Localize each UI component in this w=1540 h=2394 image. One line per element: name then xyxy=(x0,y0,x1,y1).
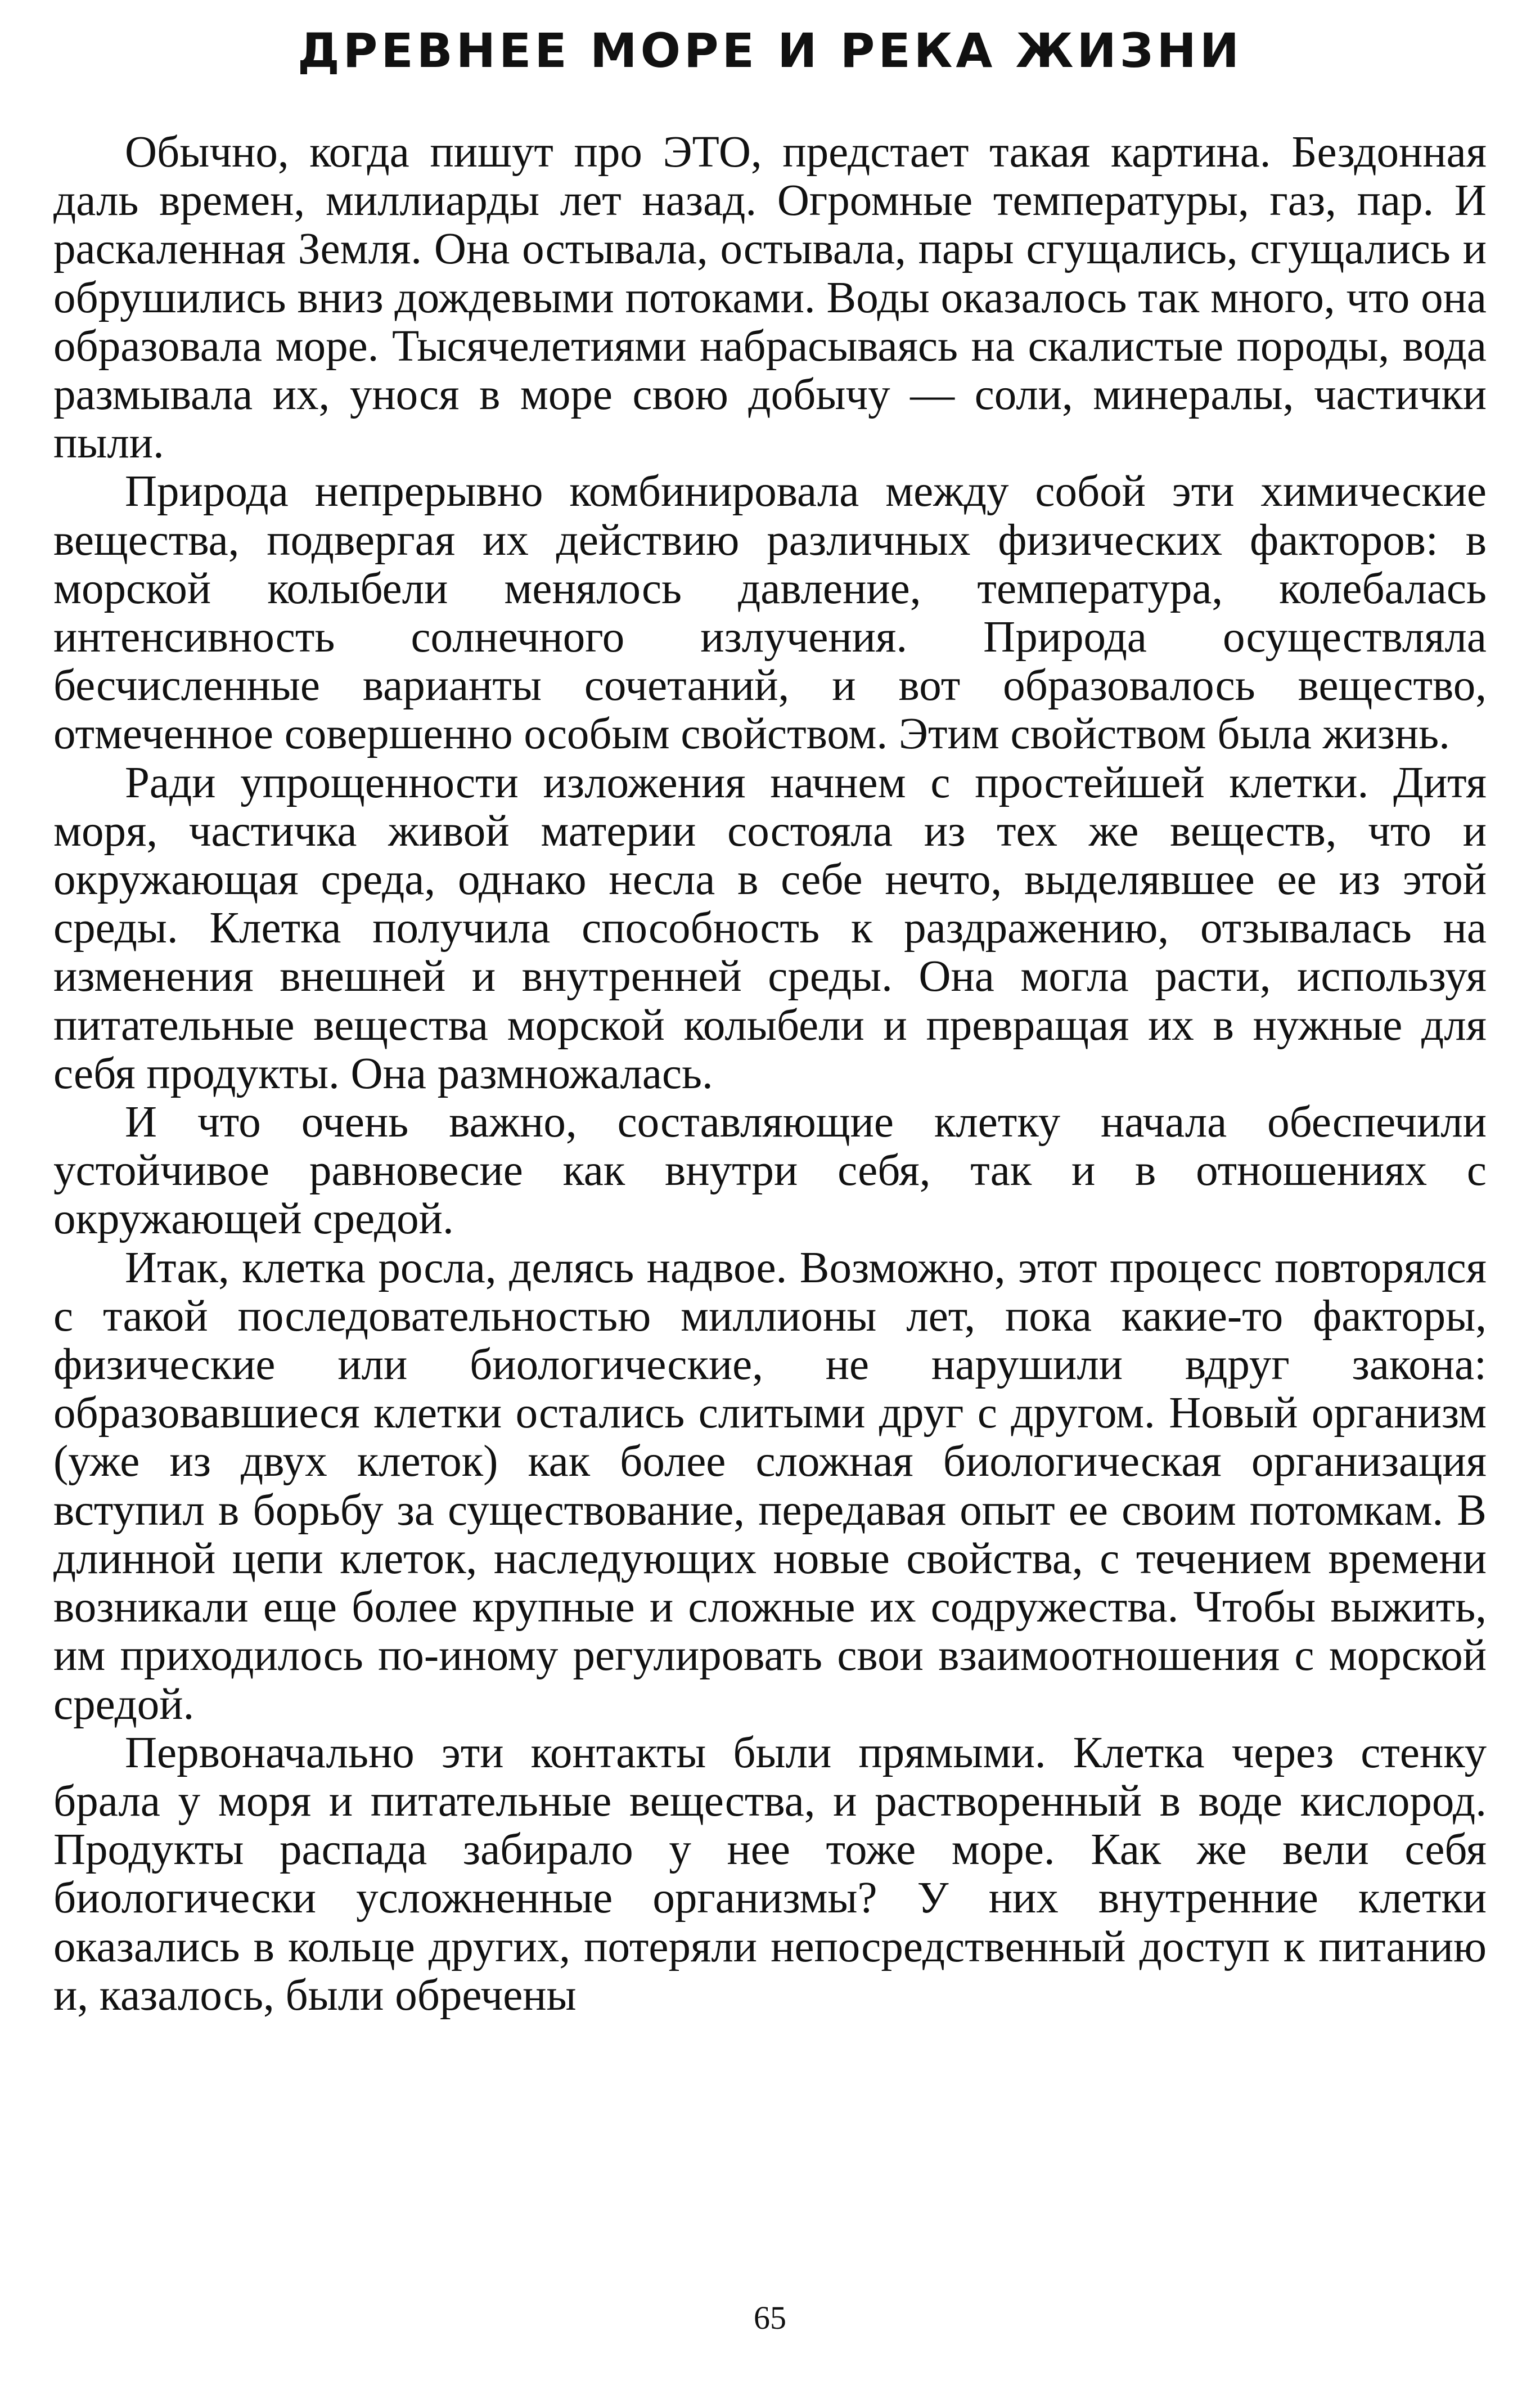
page-number: 65 xyxy=(754,2299,786,2336)
chapter-title: ДРЕВНЕЕ МОРЕ И РЕКА ЖИЗНИ xyxy=(297,23,1243,78)
paragraph-6: Первоначально эти контакты были прямыми. Клетка через стенку брала у моря и питательные вещества, и растворенный в воде кислород. Продукты распада забирало у нее тоже море. Как же вели себя биологически усложненные организмы? У них внутренние клетки оказались в кольце других, потеряли непосредственный доступ к питанию и, казалось, были обречены xyxy=(53,1728,1487,2020)
book-page xyxy=(53,23,1487,2020)
paragraph-5: Итак, клетка росла, делясь надвое. Возможно, этот процесс повторялся с такой последовательностью миллионы лет, пока какие-то факторы, физические или биологические, не нарушили вдруг закона: образовавшиеся клетки остались слитыми друг с другом. Новый организм (уже из двух клеток) как более сложная биологическая организация вступил в борьбу за существование, передавая опыт ее своим потомкам. В длинной цепи клеток, наследующих новые свойства, с течением времени возникали еще более крупные и сложные их содружества. Чтобы выжить, им приходилось по-иному регулировать свои взаимоотношения с морской средой. xyxy=(53,1243,1487,1729)
paragraph-1: Обычно, когда пишут про ЭТО, предстает такая картина. Бездонная даль времен, миллиарды лет назад. Огромные температуры, газ, пар. И раскаленная Земля. Она остывала, остывала, пары сгущались, сгущались и обрушились вниз дождевыми потоками. Воды оказалось так много, что она образовала море. Тысячелетиями набрасываясь на скалистые породы, вода размывала их, унося в море свою добычу — соли, минералы, частички пыли. xyxy=(53,128,1487,468)
paragraph-4: И что очень важно, составляющие клетку начала обеспечили устойчивое равновесие как внутри себя, так и в отношениях с окружающей средой. xyxy=(53,1098,1487,1244)
paragraph-2: Природа непрерывно комбинировала между собой эти химические вещества, подвергая их действию различных физических факторов: в морской колыбели менялось давление, температура, колебалась интенсивность солнечного излучения. Природа осуществляла бесчисленные варианты сочетаний, и вот образовалось вещество, отмеченное совершенно особым свойством. Этим свойством была жизнь. xyxy=(53,467,1487,759)
paragraph-3: Ради упрощенности изложения начнем с простейшей клетки. Дитя моря, частичка живой материи состояла из тех же веществ, что и окружающая среда, однако несла в себе нечто, выделявшее ее из этой среды. Клетка получила способность к раздражению, отзывалась на изменения внешней и внутренней среды. Она могла расти, используя питательные вещества морской колыбели и превращая их в нужные для себя продукты. Она размножалась. xyxy=(53,758,1487,1098)
